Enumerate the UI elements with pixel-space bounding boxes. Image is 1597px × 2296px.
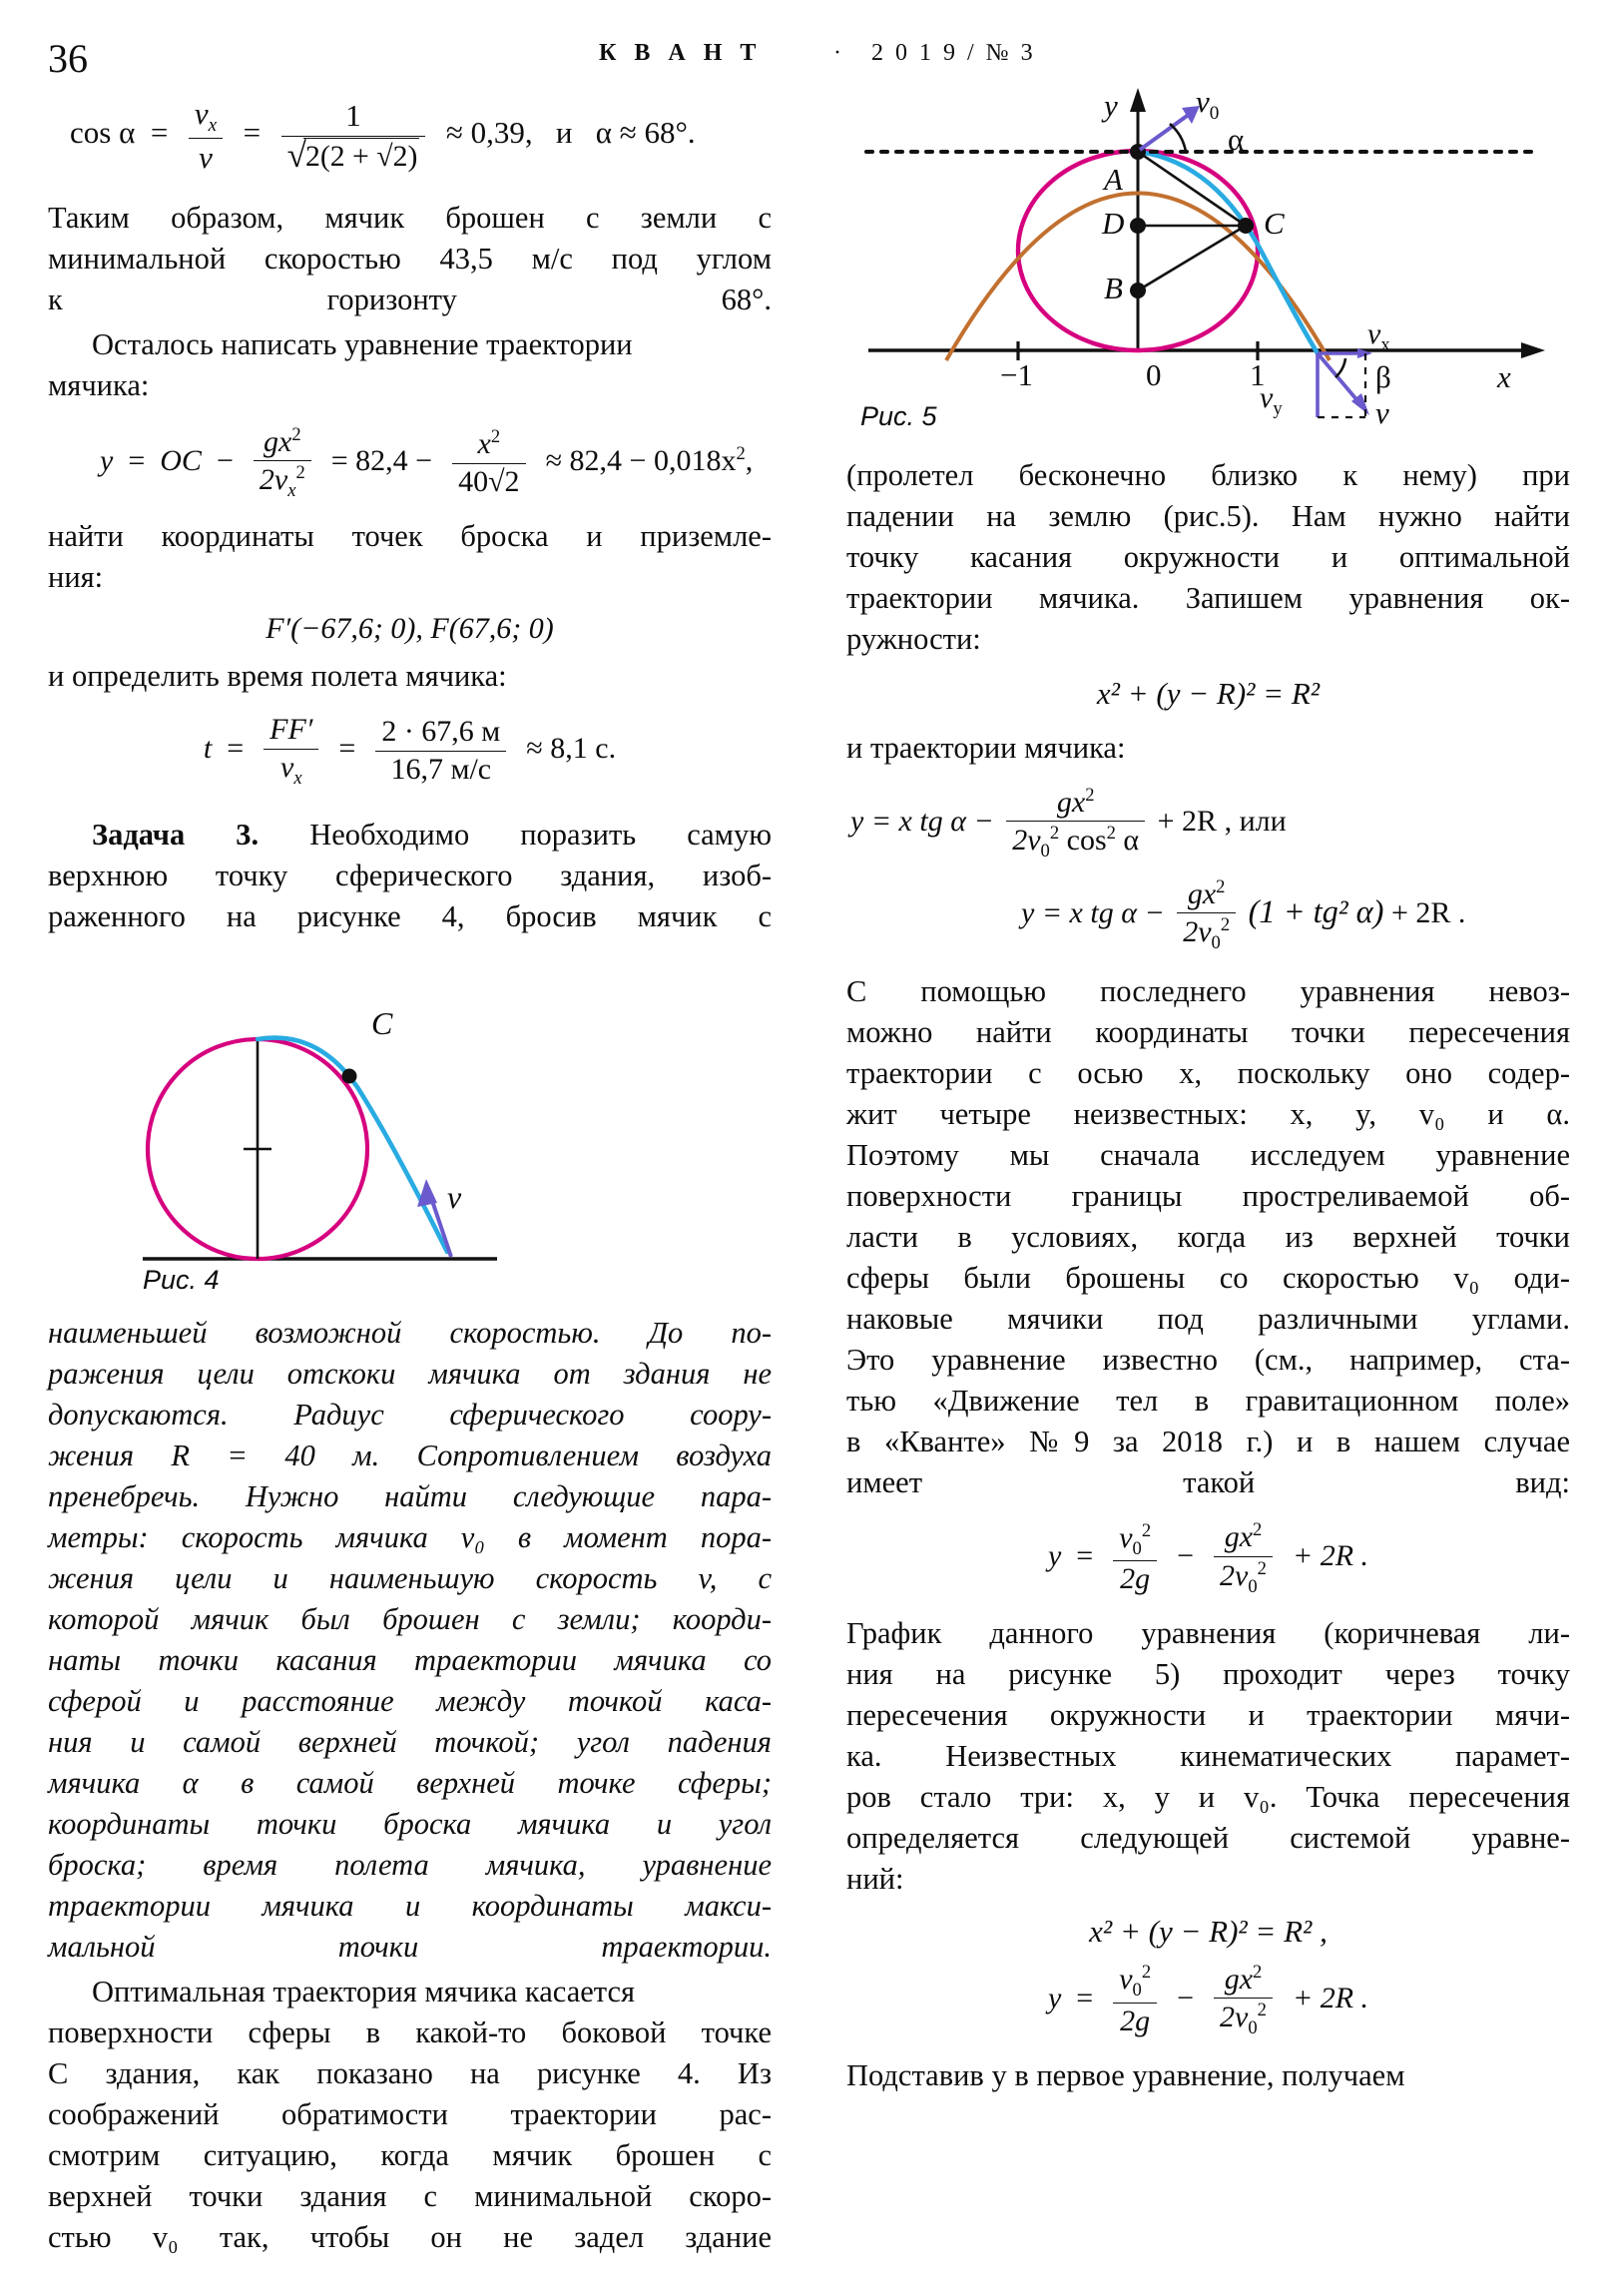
paragraph-conclusion xyxy=(48,198,772,320)
line: поверхности границы простреливаемой об- xyxy=(846,1179,1570,1214)
line: ния на рисунке 5) проходит через точку xyxy=(846,1657,1570,1692)
one-numerator: 1 xyxy=(345,97,361,133)
line: траектории мячика и координаты макси- xyxy=(48,1889,772,1924)
equation-circle xyxy=(846,676,1570,712)
gx-num: gx xyxy=(263,424,292,458)
exp-2g: 2 xyxy=(1106,823,1116,845)
v0-vector-line xyxy=(1140,114,1190,150)
frac-v02-over-2g xyxy=(1113,1520,1157,1597)
figure-5 xyxy=(846,66,1570,431)
equation-flight-time: t = $\frac{FF'}{v_x}$ = $\frac{2 \cdot 67,6 м}{16,7 м/с}$ ≈ 8,1 с. xyxy=(203,713,617,789)
velocity-arrowhead xyxy=(417,1179,437,1207)
segment-BC xyxy=(1138,226,1246,290)
x-axis-arrowhead xyxy=(1521,342,1545,358)
line: раженного на рисунке 4, бросив мячик с xyxy=(48,899,772,934)
circle-equation: x² + (y − R)² = R² xyxy=(1096,676,1321,711)
line: можно найти координаты точки пересечения xyxy=(846,1015,1570,1050)
result-approx: ≈ 82,4 − 0,018x xyxy=(545,443,737,477)
line: и определить время полета мячика: xyxy=(48,659,507,694)
sub-0f: 0 xyxy=(1248,2017,1258,2039)
tick-label-one: 1 xyxy=(1250,357,1266,392)
line: соображений обратимости траектории рас- xyxy=(48,2097,772,2132)
line: Оптимальная траектория мячика касается xyxy=(92,1975,636,2009)
paragraph-write-trajectory xyxy=(48,324,772,406)
line: пересечения окружности и траектории мячи- xyxy=(846,1698,1570,1733)
vx-numerator: v xyxy=(194,96,209,131)
v0-num: v xyxy=(1119,1520,1133,1554)
cos-approx-value: ≈ 0,39 xyxy=(445,115,525,151)
line: Осталось написать уравнение траектории xyxy=(92,326,633,361)
sub-0d: 0 xyxy=(1248,1575,1258,1597)
paren-group: (1 + tg² α) xyxy=(1248,893,1384,930)
vy-symbol: v xyxy=(1260,381,1274,414)
time-result: ≈ 8,1 с xyxy=(526,732,609,766)
x-num: x xyxy=(477,427,491,461)
line: найти координаты точек броска и приземле- xyxy=(48,518,772,553)
line: поверхности сферы в какой-то боковой точке xyxy=(48,2015,772,2050)
exp-2j: 2 xyxy=(1141,1519,1152,1541)
line: тью «Движение тел в гравитационном поле» xyxy=(846,1384,1570,1419)
line: наты точки касания траектории мячика со xyxy=(48,1643,772,1678)
sqrt-icon xyxy=(287,138,420,174)
vx-subscript: x xyxy=(1380,334,1390,355)
label-vx xyxy=(1367,317,1390,356)
line: траектории мячика. Запишем уравнения ок- xyxy=(846,581,1570,615)
frac-gx2-over-2v02cos2 xyxy=(1006,785,1145,862)
line: в «Кванте» №9 за 2018 г.) и в нашем случае xyxy=(846,1425,1570,1459)
tick-label-minus1: −1 xyxy=(1000,357,1033,392)
exp-2: 2 xyxy=(291,423,301,445)
equation-cos-alpha: cos α = $\frac{v_x}{v}$ = 1 √ 2(2 + √2) ≈ 0,39, и α ≈ 68°. xyxy=(48,96,772,176)
line: C здания, как показано на рисунке 4. Из xyxy=(48,2056,772,2091)
gx-num-5: gx xyxy=(1224,1962,1254,1996)
paragraph-find-coords xyxy=(48,516,772,598)
den-40root2: 40√2 xyxy=(458,464,520,498)
2v-den-2: 2v xyxy=(1012,824,1041,858)
line: допускаются. Радиус сферического соору- xyxy=(48,1398,772,1433)
exp-2h: 2 xyxy=(1216,875,1226,897)
sub-0b: 0 xyxy=(1211,932,1221,954)
line: минимальной скоростью 43,5 м/с под углом xyxy=(48,241,772,276)
line: ласти в условиях, когда из верхней точки xyxy=(846,1220,1570,1255)
vx-symbol: v xyxy=(1367,317,1381,350)
minus-3: − xyxy=(1177,1981,1195,2014)
label-v: v xyxy=(447,1179,462,1216)
gx-num-2: gx xyxy=(1056,785,1086,819)
beta-arc xyxy=(1335,358,1345,377)
label-alpha: α xyxy=(1228,122,1245,157)
2g-den-b: 2g xyxy=(1120,2004,1151,2037)
2v-den-5: 2v xyxy=(1220,2001,1249,2034)
line: верхнюю точку сферического здания, изоб- xyxy=(48,859,772,893)
line: траектории с осью x, поскольку оно содер- xyxy=(846,1056,1570,1091)
exp-2d: 2 xyxy=(736,442,746,464)
line: метры: скорость мячика v₀ в момент пора- xyxy=(48,1520,772,1555)
line: смотрим ситуацию, когда мячик брошен с xyxy=(48,2138,772,2173)
system-2-tail: + 2R . xyxy=(1292,1981,1369,2014)
equation-trajectory-left: y = OC − $\frac{gx^2}{2v_x^2}$ = 82,4 − $\frac{x^2}{40√2}$ ≈ $82,4 - 0,018x^2$, xyxy=(100,423,754,502)
exp-2o: 2 xyxy=(1257,2000,1267,2021)
line: которой мячик был брошен с земли; коорди- xyxy=(48,1602,772,1637)
equation-points-F xyxy=(48,612,772,647)
sub-0: 0 xyxy=(1040,841,1050,862)
paragraph-task3-cont xyxy=(48,1313,772,1968)
figure-4 xyxy=(48,957,772,1296)
radicand: 2(2 + √2) xyxy=(304,140,418,174)
figure-4-caption: Рис. 4 xyxy=(143,1265,220,1296)
label-v0 xyxy=(1196,84,1219,125)
frac-one-over-root xyxy=(281,98,426,175)
cos-label: cos α xyxy=(70,115,136,151)
minus-1: − xyxy=(216,443,234,477)
label-A: A xyxy=(1104,162,1123,197)
y-axis-arrowhead xyxy=(1130,88,1146,112)
label-vy xyxy=(1260,381,1283,420)
issue-number: 2 0 1 9 / № 3 xyxy=(871,40,1036,66)
line: ний: xyxy=(846,1862,904,1897)
v-den: v xyxy=(279,750,294,784)
line: падении на землю (рис.5). Нам нужно найти xyxy=(846,499,1570,533)
label-D: D xyxy=(1102,206,1125,241)
point-C-dot xyxy=(342,1069,357,1084)
equation-trajectory-2 xyxy=(846,876,1570,954)
vy-subscript: y xyxy=(1273,398,1283,419)
y-symbol-3: y xyxy=(1047,1981,1062,2014)
line: (пролетел бесконечно близко к нему) при xyxy=(846,458,1570,492)
exp-2e: 2 xyxy=(1085,784,1095,806)
v0-num-b: v xyxy=(1119,1963,1133,1997)
sub-x: x xyxy=(287,480,296,502)
traj1-tail: + 2R , или xyxy=(1157,804,1287,838)
exp-2l: 2 xyxy=(1257,1557,1267,1579)
line: Поэтому мы сначала исследуем уравнение xyxy=(846,1138,1570,1173)
sub-0e: 0 xyxy=(1132,1980,1142,2002)
alpha-in-den: α xyxy=(1123,824,1140,858)
paragraph-substitute xyxy=(846,2055,1570,2096)
line: стью v₀ так, чтобы он не задел здание xyxy=(48,2220,772,2255)
period-1: . xyxy=(687,115,696,151)
line: точку касания окружности и оптимальной xyxy=(846,540,1570,574)
traj2-tail: + 2R . xyxy=(1390,895,1466,929)
minus-2: − xyxy=(1177,1539,1195,1573)
y-symbol-2: y xyxy=(1047,1539,1062,1573)
label-x-axis: x xyxy=(1497,359,1511,394)
exp-2f: 2 xyxy=(1049,823,1060,845)
line: пренебречь. Нужно найти следующие пара- xyxy=(48,1479,772,1514)
frac-gx2-over-2v02 xyxy=(1177,876,1236,954)
value-824: = 82,4 − xyxy=(330,443,433,477)
equation-system-2: y = $\frac{v_0^2}{2g}$ − $\frac{gx^2}{2v_0^2}$ + 2R . xyxy=(1047,1961,1369,2039)
line: броска; время полета мячика, уравнение xyxy=(48,1848,772,1883)
line: сферой и расстояние между точкой каса- xyxy=(48,1684,772,1719)
frac-gx2-over-2vx2 xyxy=(254,424,311,502)
line: мячика α в самой верхней точке сферы; xyxy=(48,1766,772,1801)
paragraph-graph-brown xyxy=(846,1613,1570,1900)
line: Необходимо поразить самую xyxy=(309,818,772,853)
line: к горизонту 68°. xyxy=(48,282,772,316)
line: координаты точки броска мячика и угол xyxy=(48,1807,772,1842)
paragraph-optimal-trajectory xyxy=(48,1972,772,2258)
line: сферы были брошены со скоростью v₀ оди- xyxy=(846,1261,1570,1296)
line: имеет такой вид: xyxy=(846,1465,1570,1500)
line: График данного уравнения (коричневая ли- xyxy=(846,1616,1570,1651)
sub-0c: 0 xyxy=(1132,1537,1142,1559)
frac-FF-over-vx xyxy=(264,713,318,789)
line: ражения цели отскоки мячика от здания не xyxy=(48,1357,772,1392)
frac-v02-over-2g-b xyxy=(1113,1962,1157,2038)
paragraph-and-trajectory xyxy=(846,728,1570,769)
line: ния и самой верхней точкой; угол падения xyxy=(48,1725,772,1760)
line: жения цели и наименьшую скорость v, с xyxy=(48,1561,772,1596)
paragraph-flight-time xyxy=(48,656,772,697)
frac-x2-over-40root2 xyxy=(452,426,525,499)
gx-num-3: gx xyxy=(1187,876,1217,910)
exp-2b: 2 xyxy=(295,462,305,484)
issue-separator: · xyxy=(833,40,844,66)
vx-subscript: x xyxy=(208,115,218,137)
exp-2i: 2 xyxy=(1220,914,1231,936)
line: наименьшей возможной скоростью. До по- xyxy=(48,1316,772,1351)
figure-4-svg xyxy=(48,957,772,1287)
sub-x2: x xyxy=(293,767,302,789)
line: Подставив y в первое уравнение, получаем xyxy=(846,2057,1405,2092)
speed-den: 16,7 м/с xyxy=(390,752,492,786)
line: жит четыре неизвестных: x, y, v₀ и α. xyxy=(846,1097,1570,1132)
paragraph-four-unknowns xyxy=(846,971,1570,1503)
right-column xyxy=(846,66,1570,2096)
point-D-dot xyxy=(1130,218,1146,234)
v-resultant-line xyxy=(1318,353,1361,405)
point-B-dot xyxy=(1130,283,1146,298)
exp-2m: 2 xyxy=(1141,1962,1152,1984)
traj2-lead: y = x tg α − xyxy=(1021,895,1165,929)
equation-system-1 xyxy=(846,1914,1570,1950)
traj1-lead: y = x tg α − xyxy=(850,804,994,838)
line: наковые мячики под различными углами. xyxy=(846,1302,1570,1337)
v0-symbol: v xyxy=(1196,84,1210,119)
line: верхней точки здания с минимальной скоро- xyxy=(48,2179,772,2214)
system-equation-1: x² + (y − R)² = R² , xyxy=(1089,1914,1328,1950)
figure-5-caption: Рис. 5 xyxy=(860,401,937,431)
2v-den: 2v xyxy=(259,463,288,497)
equation-envelope: y = $\frac{v_0^2}{2g}$ − $\frac{gx^2}{2v_0^2}$ + 2R . xyxy=(1047,1519,1369,1597)
equation-trajectory-1 xyxy=(846,785,1570,862)
page-number: 36 xyxy=(48,36,88,81)
2v-den-4: 2v xyxy=(1220,1558,1249,1592)
v0-subscript: 0 xyxy=(1209,103,1220,125)
frac-gx2-over-2v02-c xyxy=(1214,1962,1273,2039)
gx-num-4: gx xyxy=(1224,1520,1254,1554)
alpha-value: α ≈ 68° xyxy=(595,115,688,151)
label-y-axis: y xyxy=(1104,88,1118,123)
exp-2c: 2 xyxy=(490,426,501,448)
line: Это уравнение известно (см., например, ста- xyxy=(846,1343,1570,1378)
issue-line xyxy=(833,40,1036,67)
v-denominator: v xyxy=(199,140,213,176)
journal-title: К В А Н Т xyxy=(599,40,763,66)
period-2: . xyxy=(608,732,617,766)
left-column xyxy=(48,96,772,2258)
frac-vx-over-v xyxy=(189,96,223,176)
points-F: F′(−67,6; 0), F(67,6; 0) xyxy=(266,611,554,645)
line: С помощью последнего уравнения невоз- xyxy=(846,974,1570,1009)
cos-label-2: cos xyxy=(1066,824,1107,858)
2v-den-3: 2v xyxy=(1183,915,1212,949)
paragraph-near-miss xyxy=(846,455,1570,660)
y-symbol: y xyxy=(100,443,114,477)
line: определяется следующей системой уравне- xyxy=(846,1821,1570,1856)
label-C: C xyxy=(371,1005,393,1042)
line: ка. Неизвестных кинематических парамет- xyxy=(846,1739,1570,1774)
line: Таким образом, мячик брошен с земли с xyxy=(48,200,772,235)
exp-2k: 2 xyxy=(1253,1519,1263,1541)
frac-distance-over-speed xyxy=(375,715,506,787)
conjunction-and: и xyxy=(555,115,573,151)
oc-symbol: OC xyxy=(160,443,202,477)
ff-num: FF′ xyxy=(264,713,318,750)
line: ров стало три: x, y и v₀. Точка пересечения xyxy=(846,1780,1570,1815)
line: жения R = 40 м. Сопротивлением воздуха xyxy=(48,1438,772,1473)
line: ния: xyxy=(48,559,104,594)
label-beta: β xyxy=(1375,359,1391,394)
exp-2n: 2 xyxy=(1253,1961,1263,1983)
envelope-tail: + 2R . xyxy=(1292,1539,1369,1573)
line: мячика: xyxy=(48,367,150,402)
label-v: v xyxy=(1375,395,1389,430)
tick-label-zero: 0 xyxy=(1146,357,1162,392)
label-C: C xyxy=(1264,206,1285,241)
line: мальной точки траектории. xyxy=(48,1930,772,1965)
line: ружности: xyxy=(846,622,981,656)
t-symbol: t xyxy=(203,732,213,766)
label-B: B xyxy=(1104,271,1123,305)
distance-num: 2 · 67,6 м xyxy=(375,715,506,752)
2g-den: 2g xyxy=(1120,1562,1151,1596)
task-label: Задача 3. xyxy=(92,818,260,853)
point-C-dot xyxy=(1238,218,1254,234)
frac-gx2-over-2v02-b xyxy=(1214,1519,1273,1597)
paragraph-task3 xyxy=(48,815,772,937)
comma-1: , xyxy=(745,443,754,477)
line: и траектории мячика: xyxy=(846,730,1126,765)
